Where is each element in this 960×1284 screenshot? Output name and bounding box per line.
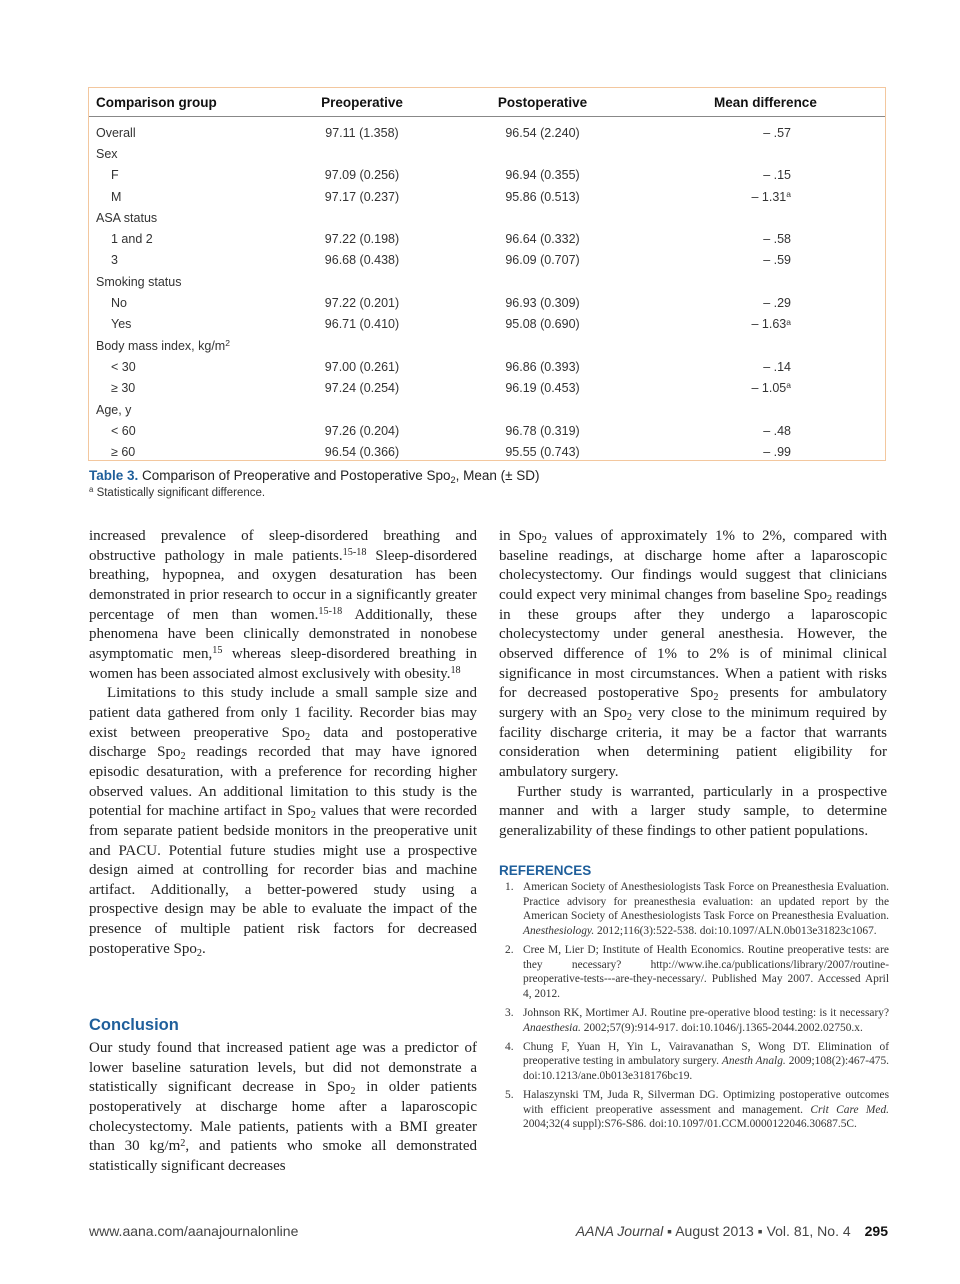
cell-text: 97.09 (0.256): [324, 168, 400, 183]
table-row: [89, 420, 885, 441]
cell-text: 97.00 (0.261): [324, 359, 400, 374]
cell-text: 97.11 (1.358): [325, 125, 399, 140]
table-footnote: [89, 487, 265, 499]
cell-preoperative: [285, 250, 439, 271]
cell-mean-difference: [646, 143, 885, 164]
text-run: whereas sleep-disordered breathing in women has been associated almost exclusively with obesity.: [89, 645, 477, 682]
cell-postoperative: [439, 143, 646, 164]
cell-text: – .57: [763, 125, 791, 140]
text-run: values that were recorded from separate patient bedside monitors in the preoperative unit and PACU. Potential future studies might use a prospective design aimed at controlling for recorder bias and machine artifact. Additionally, a better-powered study using a prospective design may be able to evaluate the impact of the presence of multiple patient risk factors for decreased postoperative Spo: [89, 803, 477, 957]
conclusion-heading: Conclusion: [89, 1016, 179, 1034]
cell-group: [89, 165, 285, 186]
cell-text: Body mass index, kg/m: [96, 338, 226, 353]
reference-details: 2009;108(2):467-475. doi:10.1213/ane.0b013e318176bc19.: [523, 1055, 890, 1082]
reference-text: Halaszynski TM, Juda R, Silverman DG. Optimizing postoperative outcomes with efficient preoperative assessment and management.: [523, 1089, 889, 1116]
cell-text: 96.68 (0.438): [324, 253, 400, 268]
cell-text: 96.54 (2.240): [505, 125, 580, 140]
cell-text: 96.93 (0.309): [505, 296, 580, 311]
cell-postoperative: [439, 314, 646, 335]
cell-text: 96.19 (0.453): [505, 381, 580, 396]
reference-journal: Anesth Analg.: [721, 1055, 786, 1068]
cell-group: [89, 441, 285, 462]
references-list: [499, 880, 889, 1136]
cell-postoperative: [439, 356, 646, 377]
cell-text: 97.22 (0.201): [324, 296, 400, 311]
table-row: [89, 165, 885, 186]
cell-text: 97.22 (0.198): [324, 232, 400, 247]
cell-mean-difference: [646, 356, 885, 377]
reference-journal: Crit Care Med.: [810, 1103, 889, 1116]
cell-postoperative: [439, 250, 646, 271]
cell-mean-difference: [646, 399, 885, 420]
cell-mean-difference: [646, 420, 885, 441]
cell-postoperative: [439, 117, 646, 144]
footer-date: August 2013: [675, 1223, 754, 1239]
table-body: [89, 117, 885, 463]
cell-postoperative: [439, 420, 646, 441]
text-run: in Spo: [499, 528, 542, 544]
subscript: 2: [180, 751, 186, 763]
footnote-text: Statistically significant difference.: [96, 487, 266, 499]
cell-group: [89, 228, 285, 249]
text-run: readings recorded that may have ignored episodic desaturation, with a preference for recording higher observed values. An additional limitation to this study is the potential for machine artifact in Spo: [89, 744, 478, 820]
cell-text: Overall: [96, 125, 136, 140]
table-caption-label: Table 3.: [89, 468, 139, 483]
footer-separator: ▪: [757, 1223, 763, 1239]
cell-mean-difference: [646, 207, 885, 228]
cell-postoperative: [439, 207, 646, 228]
text-run: Our study found that increased patient age was a predictor of lower baseline saturation levels, but did not demonstrate a statistically significant decrease in Spo: [89, 1040, 477, 1096]
table-row: [89, 143, 885, 164]
subscript: 2: [310, 810, 316, 822]
left-paragraph-2: [89, 684, 477, 959]
reference-text: Chung F, Yuan H, Yin L, Vairavanathan S, Wong DT. Elimination of preoperative testing in ambulatory surgery.: [523, 1040, 889, 1068]
cell-postoperative: [439, 441, 646, 462]
table-row: [89, 186, 885, 207]
reference-journal: Anaesthesia.: [523, 1021, 581, 1034]
cell-text: No: [111, 296, 127, 311]
cell-group: [89, 117, 285, 144]
table-row: [89, 356, 885, 377]
table-row: [89, 314, 885, 335]
subscript: 2: [713, 692, 719, 704]
cell-text: – .58: [763, 232, 791, 247]
reference-details: 2012;116(3):522-538. doi:10.1097/ALN.0b013e31823c1067.: [594, 924, 877, 937]
left-column: [89, 527, 477, 959]
cell-text: Smoking status: [96, 274, 182, 289]
cell-preoperative: [285, 314, 439, 335]
header-preoperative: Preoperative: [285, 88, 439, 117]
left-paragraph-1: [89, 527, 477, 684]
cell-text: 95.86 (0.513): [505, 189, 580, 204]
text-run: presents for ambulatory surgery with an Spo: [499, 685, 887, 721]
text-run: Additionally, these phenomena have been clinically demonstrated in nonobese asymptomatic men,: [89, 606, 477, 662]
cell-text: 1 and 2: [111, 232, 153, 247]
right-paragraph-2: Further study is warranted, particularly in a prospective manner and with a larger study sample, to determine generalizability of these findings to other patient populations.: [499, 783, 887, 839]
cell-mean-difference: [646, 165, 885, 186]
caption-subscript: 2: [450, 474, 456, 485]
reference-number: 4.: [505, 1040, 514, 1053]
reference-details: 2004;32(4 suppl):S76-S86. doi:10.1097/01.CCM.0000122046.30687.5C.: [523, 1118, 857, 1131]
cell-text: ≥ 30: [111, 381, 136, 396]
header-mean-difference: Mean difference: [646, 88, 885, 117]
cell-group: [89, 250, 285, 271]
text-run: Limitations to this study include a small sample size and patient data gathered from only 1 facility. Recorder bias may exist between preoperative Spo: [89, 685, 477, 741]
cell-text: – .29: [763, 296, 791, 311]
cell-text: F: [111, 168, 119, 183]
cell-text: 3: [111, 253, 118, 268]
citation: 18: [450, 665, 461, 677]
conclusion-paragraph: [89, 1039, 477, 1177]
citation: 15-18: [318, 606, 343, 618]
reference-number: 1.: [505, 881, 514, 893]
cell-group: [89, 186, 285, 207]
reference-details: 2002;57(9):914-917. doi:10.1046/j.1365-2044.2002.02750.x.: [580, 1021, 863, 1034]
cell-preoperative: [285, 292, 439, 313]
cell-preoperative: [285, 441, 439, 462]
header-postoperative: Postoperative: [439, 88, 646, 117]
table-caption: [89, 468, 540, 483]
cell-group: [89, 271, 285, 292]
cell-mean-difference: [646, 271, 885, 292]
cell-group: [89, 314, 285, 335]
cell-text: 96.54 (0.366): [324, 445, 400, 460]
table-row: [89, 292, 885, 313]
right-paragraph-1: [499, 527, 887, 783]
cell-text: 96.09 (0.707): [505, 253, 580, 268]
cell-group: [89, 335, 285, 356]
cell-text: 95.55 (0.743): [505, 445, 580, 460]
cell-group: [89, 143, 285, 164]
text-run: readings in these groups after they undergo a laparoscopic cholecystectomy under general anesthesia. However, the observed difference of 1% to 2% is of minimal clinical significance in most circumstances. When a patient with risks for decreased postoperative Spo: [499, 586, 887, 702]
text-run: .: [202, 940, 206, 957]
table-row: [89, 441, 885, 462]
text-run: values of approximately 1% to 2%, compared with baseline readings, at discharge home after a laparoscopic cholecystectomy. Our findings would suggest that clinicians could expect very minimal changes from baseline Spo: [499, 528, 887, 603]
cell-preoperative: [285, 356, 439, 377]
footer-citation: [576, 1223, 888, 1239]
header-comparison-group: Comparison group: [89, 88, 285, 117]
reference-item: [499, 943, 889, 1001]
table-header-row: [89, 88, 885, 117]
citation: 15-18: [342, 547, 367, 559]
cell-text: 96.86 (0.393): [505, 359, 580, 374]
cell-group: [89, 292, 285, 313]
cell-mean-difference: [646, 186, 885, 207]
cell-preoperative: [285, 117, 439, 144]
cell-postoperative: [439, 165, 646, 186]
text-run: data and postoperative discharge Spo: [89, 724, 477, 761]
text-run: very close to the minimum required by facility discharge criteria, it may be a factor that warrants consideration when determining patient eligibility for ambulatory surgery.: [499, 704, 887, 780]
cell-mean-difference: [646, 441, 885, 462]
cell-text: – .48: [763, 423, 791, 438]
cell-text: 97.26 (0.204): [324, 423, 400, 438]
cell-text: 96.64 (0.332): [505, 232, 580, 247]
page-number: 295: [864, 1223, 888, 1239]
cell-mean-difference: [646, 250, 885, 271]
table-3-frame: [88, 87, 886, 461]
subscript: 2: [626, 711, 632, 723]
cell-postoperative: [439, 378, 646, 399]
cell-postoperative: [439, 228, 646, 249]
cell-group: [89, 207, 285, 228]
reference-number: 3.: [505, 1006, 514, 1019]
text-run: in older patients postoperatively at discharge home after a laparoscopic cholecystectomy. Male patients, patients with a BMI greater than 30 kg/m: [89, 1079, 477, 1155]
cell-postoperative: [439, 186, 646, 207]
text-run: , and patients who smoke all demonstrated statistically significant decreases: [89, 1138, 477, 1174]
table-row: [89, 399, 885, 420]
cell-mean-difference: [646, 378, 885, 399]
significance-marker: a: [786, 380, 791, 391]
reference-item: [499, 1088, 889, 1132]
reference-number: 2.: [505, 943, 514, 956]
cell-text: – 1.31: [751, 189, 787, 204]
table-row: [89, 117, 885, 144]
cell-mean-difference: [646, 292, 885, 313]
cell-mean-difference: [646, 228, 885, 249]
cell-text: < 60: [111, 423, 136, 438]
right-column: [499, 527, 887, 842]
table-row: [89, 250, 885, 271]
reference-text: Cree M, Lier D; Institute of Health Economics. Routine preoperative tests: are they necessary? http://www.ihe.ca/publications/library/2007/routine-preoperative-tests---are-they-necessary/. Published May 2007. Accessed April 4, 2012.: [523, 943, 889, 1000]
cell-preoperative: [285, 378, 439, 399]
cell-preoperative: [285, 335, 439, 356]
reference-journal: Anesthesiology.: [523, 924, 595, 937]
citation: 15: [212, 645, 223, 657]
significance-marker: a: [786, 188, 791, 199]
cell-text: Sex: [96, 146, 118, 161]
table-3: [89, 88, 885, 463]
text-run: Sleep-disordered breathing, hypopnea, and oxygen desaturation has been demonstrated in prior research to occur in a significantly greater percentage of men than women.: [89, 547, 477, 623]
cell-group: [89, 378, 285, 399]
cell-text: < 30: [111, 359, 136, 374]
cell-text: Yes: [111, 317, 132, 332]
cell-text: 96.94 (0.355): [505, 168, 580, 183]
cell-group: [89, 420, 285, 441]
cell-text: – 1.05: [751, 381, 787, 396]
reference-text: American Society of Anesthesiologists Task Force on Preanesthesia Evaluation. Practice advisory for preanesthesia evaluation: an updated report by the American Society of Anesthesiologists Task Force on Preanesthesia Evaluation.: [523, 881, 889, 923]
subscript: 2: [196, 947, 202, 959]
cell-preoperative: [285, 399, 439, 420]
subscript: 2: [541, 535, 547, 547]
footnote-marker: a: [89, 485, 94, 495]
cell-text: ASA status: [96, 210, 158, 225]
footer-url[interactable]: www.aana.com/aanajournalonline: [89, 1223, 299, 1239]
reference-item: [499, 1040, 889, 1084]
reference-item: [499, 1006, 889, 1035]
conclusion-body: [89, 1039, 477, 1177]
cell-mean-difference: [646, 335, 885, 356]
cell-text: 97.17 (0.237): [324, 189, 400, 204]
superscript: 2: [180, 1137, 186, 1149]
cell-preoperative: [285, 165, 439, 186]
cell-text: – .15: [763, 168, 791, 183]
cell-preoperative: [285, 186, 439, 207]
cell-preoperative: [285, 271, 439, 292]
cell-mean-difference: [646, 314, 885, 335]
table-row: [89, 207, 885, 228]
subscript: 2: [305, 731, 311, 743]
reference-text: Johnson RK, Mortimer AJ. Routine pre-operative blood testing: is it necessary?: [523, 1006, 889, 1019]
cell-text: M: [111, 189, 122, 204]
footer-journal: AANA Journal: [575, 1223, 664, 1239]
table-row: [89, 335, 885, 356]
cell-text: 97.24 (0.254): [324, 381, 400, 396]
table-row: [89, 271, 885, 292]
cell-group: [89, 399, 285, 420]
cell-text: – .14: [763, 359, 791, 374]
reference-item: [499, 880, 889, 938]
cell-text: Age, y: [96, 402, 132, 417]
cell-text: – .59: [763, 253, 791, 268]
cell-text: 96.71 (0.410): [324, 317, 400, 332]
cell-text: – 1.63: [751, 317, 787, 332]
cell-preoperative: [285, 143, 439, 164]
table-row: [89, 228, 885, 249]
cell-text: ≥ 60: [111, 445, 136, 460]
unit-superscript: 2: [225, 337, 230, 348]
cell-group: [89, 356, 285, 377]
subscript: 2: [826, 594, 833, 606]
cell-text: 95.08 (0.690): [505, 317, 580, 332]
significance-marker: a: [786, 316, 791, 327]
cell-preoperative: [285, 228, 439, 249]
cell-preoperative: [285, 420, 439, 441]
references-heading: REFERENCES: [499, 863, 592, 878]
cell-text: 96.78 (0.319): [505, 423, 580, 438]
text-run: increased prevalence of sleep-disordered breathing and obstructive pathology in male patients.: [89, 528, 477, 564]
table-row: [89, 378, 885, 399]
table-caption-text: Comparison of Preoperative and Postoperative Spo: [142, 468, 451, 483]
subscript: 2: [350, 1086, 356, 1098]
cell-postoperative: [439, 399, 646, 420]
cell-postoperative: [439, 335, 646, 356]
cell-postoperative: [439, 271, 646, 292]
cell-postoperative: [439, 292, 646, 313]
cell-mean-difference: [646, 117, 885, 144]
table-caption-tail: , Mean (± SD): [455, 468, 540, 483]
footer-separator: ▪: [667, 1223, 673, 1239]
reference-number: 5.: [505, 1089, 514, 1102]
cell-preoperative: [285, 207, 439, 228]
cell-text: – .99: [763, 445, 791, 460]
footer-volume: Vol. 81, No. 4: [766, 1223, 851, 1239]
